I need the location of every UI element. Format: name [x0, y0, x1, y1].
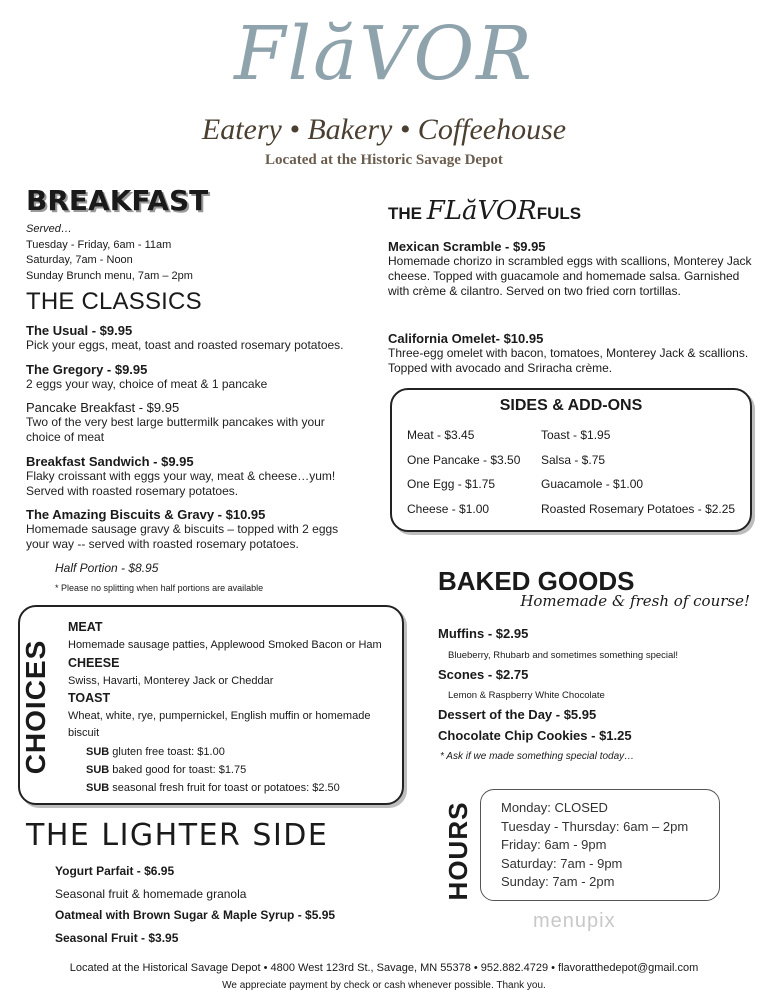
flavorfuls-brand: FLăVOR — [426, 196, 537, 226]
classics-title: THE CLASSICS — [26, 288, 202, 315]
side-item: Guacamole - $1.00 — [541, 477, 644, 491]
menu-item — [388, 331, 754, 376]
menu-item — [26, 507, 356, 552]
side-item: One Egg - $1.75 — [407, 477, 496, 491]
menu-item-desc: Homemade chorizo in scrambled eggs with scallions, Monterey Jack cheese. Topped with guacamole and homemade salsa. Garnished with crème & cilantro. Served on two fried corn tortillas. — [388, 254, 752, 298]
menu-item-name: California Omelet- $10.95 — [388, 331, 544, 346]
menu-item-name: Mexican Scramble - $9.95 — [388, 239, 546, 254]
lighter-item: Yogurt Parfait - $6.95 — [55, 864, 175, 878]
served-hours — [26, 222, 193, 284]
menu-item-desc: Flaky croissant with eggs your way, meat & cheese…yum! Served with roasted rosemary potatoes. — [26, 469, 336, 498]
side-item: One Pancake - $3.50 — [407, 453, 521, 467]
served-label: Served… — [26, 223, 72, 235]
menu-item-name: The Amazing Biscuits & Gravy - $10.95 — [26, 507, 266, 522]
sides-title: SIDES & ADD-ONS — [499, 397, 643, 414]
location-subtitle: Located at the Historic Savage Depot — [265, 152, 503, 168]
watermark: menupix — [533, 910, 616, 932]
menu-item-name: Breakfast Sandwich - $9.95 — [26, 454, 194, 469]
side-item: Roasted Rosemary Potatoes - $2.25 — [541, 502, 736, 516]
menu-item — [388, 239, 754, 299]
sub-text: seasonal fresh fruit for toast or potatoes: $2.50 — [109, 782, 340, 794]
footer-address: Located at the Historical Savage Depot • 4800 West 123rd St., Savage, MN 55378 • 952.882.4729 • flavoratthedepot@gmail.com — [69, 962, 699, 974]
side-item: Meat - $3.45 — [407, 428, 475, 442]
side-item: Cheese - $1.00 — [407, 502, 490, 516]
footer-payment-note: We appreciate payment by check or cash whenever possible. Thank you. — [222, 980, 546, 991]
choice-options: Wheat, white, rye, pumpernickel, English muffin or homemade biscuit — [68, 709, 371, 739]
choice-meat — [68, 619, 402, 654]
lighter-item-desc: Seasonal fruit & homemade granola — [55, 887, 247, 901]
hours-line: Sunday: 7am - 2pm — [501, 874, 615, 889]
menu-item-name: The Usual - $9.95 — [26, 323, 133, 338]
flavorfuls-title — [388, 194, 581, 231]
sub-option — [86, 764, 246, 776]
served-hour-line: Sunday Brunch menu, 7am – 2pm — [26, 269, 193, 282]
half-portion: Half Portion - $8.95 — [55, 561, 159, 575]
baked-item: Chocolate Chip Cookies - $1.25 — [438, 728, 632, 743]
served-hour-line: Tuesday - Friday, 6am - 11am — [26, 238, 172, 251]
menu-item-name: The Gregory - $9.95 — [26, 362, 148, 377]
choice-options: Swiss, Havarti, Monterey Jack or Cheddar — [68, 674, 274, 687]
menu-item — [26, 362, 376, 392]
menu-item-desc: Three-egg omelet with bacon, tomatoes, Monterey Jack & scallions. Topped with avocado and Sriracha crème. — [388, 346, 749, 375]
logo: FlăVOR — [234, 11, 534, 97]
baked-item-desc: Lemon & Raspberry White Chocolate — [448, 690, 605, 701]
baked-item-desc: Blueberry, Rhubarb and sometimes something special! — [448, 650, 679, 661]
hours-line: Monday: CLOSED — [501, 800, 608, 815]
choice-cheese — [68, 655, 402, 690]
choice-heading: CHEESE — [68, 656, 120, 670]
menu-item-desc: Homemade sausage gravy & biscuits – topped with 2 eggs your way -- served with roasted rosemary potatoes. — [26, 522, 339, 551]
baked-note: * Ask if we made something special today… — [440, 751, 635, 762]
split-note: * Please no splitting when half portions are available — [55, 583, 264, 593]
served-hour-line: Saturday, 7am - Noon — [26, 254, 133, 266]
baked-goods-title: BAKED GOODS — [438, 566, 635, 596]
tagline: Eatery • Bakery • Coffeehouse — [201, 113, 567, 146]
choice-heading: MEAT — [68, 620, 103, 634]
menu-item-desc: Two of the very best large buttermilk pancakes with your choice of meat — [26, 415, 325, 444]
menu-item — [26, 454, 356, 499]
baked-goods-subtitle: Homemade & fresh of course! — [520, 592, 750, 610]
sub-text: gluten free toast: $1.00 — [109, 746, 225, 758]
sub-option — [86, 782, 340, 794]
lighter-item: Seasonal Fruit - $3.95 — [55, 931, 179, 945]
choice-toast — [68, 690, 402, 743]
flavorfuls-pre: THE — [388, 204, 427, 223]
hours-line: Friday: 6am - 9pm — [501, 837, 607, 852]
choices-label: CHOICES — [20, 639, 51, 775]
sub-text: baked good for toast: $1.75 — [109, 764, 247, 776]
menu-item-desc: Pick your eggs, meat, toast and roasted rosemary potatoes. — [26, 338, 344, 352]
choice-heading: TOAST — [68, 691, 111, 705]
lighter-item: Oatmeal with Brown Sugar & Maple Syrup - $5.95 — [55, 908, 336, 922]
baked-item: Dessert of the Day - $5.95 — [438, 707, 597, 722]
menu-item — [26, 400, 356, 445]
side-item: Salsa - $.75 — [541, 453, 606, 467]
baked-item: Muffins - $2.95 — [438, 626, 529, 641]
sub-key: SUB — [86, 782, 110, 794]
menu-item-desc: 2 eggs your way, choice of meat & 1 pancake — [26, 377, 268, 391]
hours-line: Tuesday - Thursday: 6am – 2pm — [501, 819, 689, 834]
menu-item — [26, 323, 376, 353]
hours-label: HOURS — [443, 801, 473, 901]
breakfast-title: BREAKFAST — [26, 184, 209, 217]
choice-options: Homemade sausage patties, Applewood Smoked Bacon or Ham — [68, 638, 382, 651]
flavorfuls-post: FULS — [536, 204, 582, 223]
menu-item-name: Pancake Breakfast - $9.95 — [26, 400, 180, 415]
side-item: Toast - $1.95 — [541, 428, 611, 442]
hours-line: Saturday: 7am - 9pm — [501, 856, 623, 871]
sub-key: SUB — [86, 746, 110, 758]
lighter-side-title: THE LIGHTER SIDE — [26, 818, 329, 853]
sub-key: SUB — [86, 764, 110, 776]
baked-item: Scones - $2.75 — [438, 667, 529, 682]
sub-option — [86, 746, 225, 758]
